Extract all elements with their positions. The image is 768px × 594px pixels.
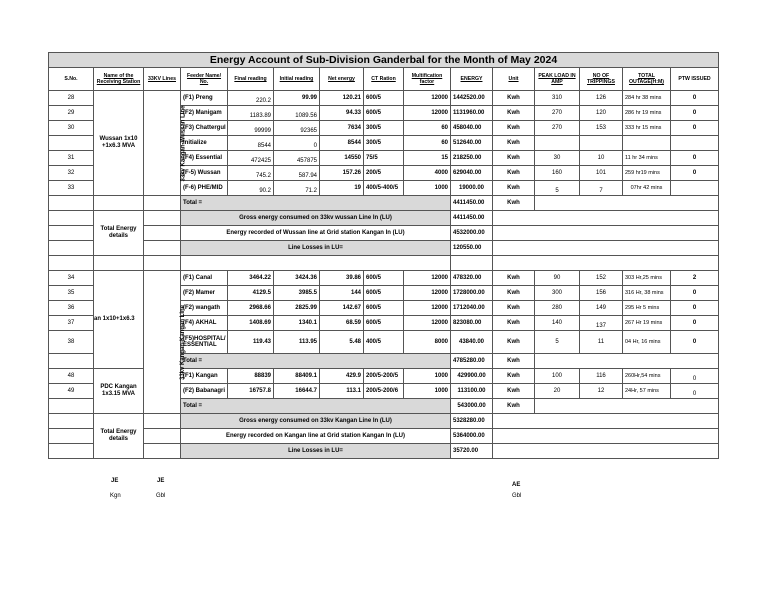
total-label: Total =: [181, 399, 451, 414]
total-unit: Kwh: [493, 354, 535, 369]
cell-initial: 88409.1: [274, 369, 320, 384]
cell-initial: 99.99: [274, 91, 320, 106]
cell-sno: 32: [49, 166, 94, 181]
cell-feeder: (F1) Canal: [181, 271, 228, 286]
cell-sno: 37: [49, 316, 94, 331]
total-unit: Kwh: [493, 399, 535, 414]
cell-outage: 267 Hr 19 mins: [623, 316, 671, 331]
cell-peak: 160: [535, 166, 580, 181]
cell-trip: 126: [580, 91, 623, 106]
cell-ptw: 0: [671, 106, 719, 121]
cell-sno: 49: [49, 384, 94, 399]
cell-mf: 1000: [404, 384, 451, 399]
cell-mf: 12000: [404, 286, 451, 301]
je-kgn-place: Kgn: [110, 493, 121, 499]
cell-unit: Kwh: [493, 301, 535, 316]
cell-outage: 259 hr19 mins: [623, 166, 671, 181]
total-unit: Kwh: [493, 196, 535, 211]
header-row: [49, 68, 719, 91]
losses-row: [49, 444, 719, 459]
cell-feeder: (F1) Preng: [181, 91, 228, 106]
cell-unit: Kwh: [493, 271, 535, 286]
cell-energy: 113100.00: [451, 384, 493, 399]
cell-initial: 1089.56: [274, 106, 320, 121]
cell-mf: 60: [404, 121, 451, 136]
cell-feeder: (F2) Mamer: [181, 286, 228, 301]
cell-energy: 823080.00: [451, 316, 493, 331]
cell-outage: 07hr 42 mins: [623, 181, 671, 196]
cell-final: 88839: [228, 369, 274, 384]
total-label: Total =: [181, 196, 451, 211]
cell-ct: 75/5: [364, 151, 404, 166]
cell-energy: 458040.00: [451, 121, 493, 136]
cell-net: 157.26: [320, 166, 364, 181]
header-station: Name of the Receiving Station: [94, 68, 144, 91]
header-lines: 33KV Lines: [144, 68, 181, 91]
cell-sno: 29: [49, 106, 94, 121]
total-row: [49, 196, 719, 211]
cell-mf: 12000: [404, 91, 451, 106]
cell-energy: 629040.00: [451, 166, 493, 181]
cell-mf: 12000: [404, 301, 451, 316]
cell-unit: Kwh: [493, 121, 535, 136]
cell-final: 99999: [228, 121, 274, 136]
cell-mf: 1000: [404, 369, 451, 384]
cell-ct: 200/5-200/5: [364, 369, 404, 384]
header-energy: ENERGY: [451, 68, 493, 91]
total-label: Total =: [181, 354, 451, 369]
cell-energy: 1131960.00: [451, 106, 493, 121]
cell-mf: 15: [404, 151, 451, 166]
cell-peak: 30: [535, 151, 580, 166]
cell-energy: 1712040.00: [451, 301, 493, 316]
gross-label: Gross energy consumed on 33kv Kangan Line In (LU): [181, 414, 451, 429]
line-name-label: 33kv Kangan-Wussan Line: [180, 105, 187, 181]
cell-net: 94.33: [320, 106, 364, 121]
cell-ptw: 0: [671, 369, 719, 384]
cell-trip: 116: [580, 369, 623, 384]
cell-net: 142.67: [320, 301, 364, 316]
cell-trip: 120: [580, 106, 623, 121]
cell-feeder: (F-5) Wussan: [181, 166, 228, 181]
recorded-row: [49, 226, 719, 241]
spacer-row: [49, 256, 719, 271]
cell-trip: 149: [580, 301, 623, 316]
cell-trip: 7: [580, 181, 623, 196]
cell-ptw: 0: [671, 151, 719, 166]
cell-sno: 48: [49, 369, 94, 384]
cell-net: 144: [320, 286, 364, 301]
line-name-kangan-kangan: [144, 271, 187, 414]
cell-peak: 90: [535, 271, 580, 286]
cell-ptw: 0: [671, 121, 719, 136]
gross-value: 5328280.00: [451, 414, 493, 429]
cell-mf: 1000: [404, 181, 451, 196]
cell-sno: 33: [49, 181, 94, 196]
total-energy-details-label: Total Energy details: [94, 414, 144, 459]
cell-initial: 3985.5: [274, 286, 320, 301]
cell-feeder: (F5)HOSPITAL/ ESSENTIAL: [181, 331, 228, 354]
cell-feeder: (F2) wangath: [181, 301, 228, 316]
cell-unit: Kwh: [493, 331, 535, 354]
cell-trip: [580, 136, 623, 151]
cell-initial: 92365: [274, 121, 320, 136]
cell-unit: Kwh: [493, 106, 535, 121]
cell-mf: 12000: [404, 316, 451, 331]
losses-row: [49, 241, 719, 256]
cell-initial: 457875: [274, 151, 320, 166]
cell-feeder: (F-6) PHE/MID: [181, 181, 228, 196]
cell-unit: Kwh: [493, 136, 535, 151]
je-gbl-place: Gbl: [156, 493, 166, 499]
cell-energy: 43840.00: [451, 331, 493, 354]
cell-initial: 71.2: [274, 181, 320, 196]
cell-feeder: (F2) Manigam: [181, 106, 228, 121]
cell-ct: 200/5: [364, 166, 404, 181]
cell-final: 16757.8: [228, 384, 274, 399]
energy-account-table: [48, 52, 719, 459]
cell-energy: 218250.00: [451, 151, 493, 166]
cell-final: 119.43: [228, 331, 274, 354]
cell-unit: Kwh: [493, 181, 535, 196]
sheet-title: Energy Account of Sub-Division Ganderbal for the Month of May 2024: [49, 53, 719, 68]
cell-sno: 30: [49, 121, 94, 136]
header-mf: Multification factor: [404, 68, 451, 91]
cell-outage: 303 Hr,25 mins: [623, 271, 671, 286]
cell-outage: 284 hr 38 mins: [623, 91, 671, 106]
cell-sno: 34: [49, 271, 94, 286]
cell-initial: 1340.1: [274, 316, 320, 331]
gross-value: 4411450.00: [451, 211, 493, 226]
header-trip: NO OF TRIPPINGS: [580, 68, 623, 91]
cell-feeder: Initialize: [181, 136, 228, 151]
cell-net: 120.21: [320, 91, 364, 106]
header-final: Final reading: [228, 68, 274, 91]
cell-ptw: [671, 136, 719, 151]
cell-net: 7634: [320, 121, 364, 136]
cell-trip: 153: [580, 121, 623, 136]
cell-final: 472425: [228, 151, 274, 166]
cell-peak: 280: [535, 301, 580, 316]
ae-gbl-title: AE: [512, 482, 521, 488]
cell-ct: 600/5: [364, 316, 404, 331]
cell-feeder: (F4) Essential: [181, 151, 228, 166]
gross-label: Gross energy consumed on 33kv wussan Line In (LU): [181, 211, 451, 226]
cell-initial: 113.95: [274, 331, 320, 354]
recorded-value: 5364000.00: [451, 429, 493, 444]
cell-mf: 12000: [404, 271, 451, 286]
cell-feeder: (F4) AKHAL: [181, 316, 228, 331]
cell-peak: 100: [535, 369, 580, 384]
cell-unit: Kwh: [493, 151, 535, 166]
recorded-label: Energy recorded of Wussan line at Grid station Kangan In (LU): [181, 226, 451, 241]
cell-ct: 600/5: [364, 301, 404, 316]
station-name-wussan: Wussan 1x10 +1x6.3 MVA: [94, 91, 144, 196]
cell-trip: 101: [580, 166, 623, 181]
cell-outage: 11 hr 34 mins: [623, 151, 671, 166]
cell-initial: 587.94: [274, 166, 320, 181]
cell-ptw: 0: [671, 286, 719, 301]
cell-sno: 35: [49, 286, 94, 301]
cell-sno: 28: [49, 91, 94, 106]
cell-ptw: 0: [671, 301, 719, 316]
cell-final: 745.2: [228, 166, 274, 181]
cell-peak: 140: [535, 316, 580, 331]
cell-net: 5.48: [320, 331, 364, 354]
cell-trip: 137: [580, 316, 623, 331]
cell-trip: 12: [580, 384, 623, 399]
cell-ct: 200/5-200/6: [364, 384, 404, 399]
station-name-kangan: an 1x10+1x6.3: [94, 271, 144, 369]
cell-outage: [623, 136, 671, 151]
cell-unit: Kwh: [493, 369, 535, 384]
cell-final: 1408.69: [228, 316, 274, 331]
cell-outage: 286 hr 19 mins: [623, 106, 671, 121]
title-row: [49, 53, 719, 68]
cell-outage: 260Hr,54 mins: [623, 369, 671, 384]
header-sno: S.No.: [49, 68, 94, 91]
recorded-row: [49, 429, 719, 444]
energy-account-sheet: [48, 52, 718, 459]
cell-ptw: 0: [671, 316, 719, 331]
cell-ct: 600/5: [364, 286, 404, 301]
cell-final: 90.2: [228, 181, 274, 196]
cell-mf: 8000: [404, 331, 451, 354]
header-net: Net energy: [320, 68, 364, 91]
cell-trip: 11: [580, 331, 623, 354]
cell-trip: 10: [580, 151, 623, 166]
cell-outage: 295 Hr 5 mins: [623, 301, 671, 316]
cell-outage: 316 Hr, 38 mins: [623, 286, 671, 301]
cell-final: 2968.66: [228, 301, 274, 316]
cell-feeder: (F3) Chattergul: [181, 121, 228, 136]
station-name-pdc-kangan: PDC Kangan 1x3.15 MVA: [94, 369, 144, 414]
cell-final: 1183.89: [228, 106, 274, 121]
cell-ptw: 2: [671, 271, 719, 286]
cell-initial: 16644.7: [274, 384, 320, 399]
cell-trip: 156: [580, 286, 623, 301]
cell-ptw: 0: [671, 331, 719, 354]
cell-ct: 400/5-400/5: [364, 181, 404, 196]
cell-outage: 24Hr, 57 mins: [623, 384, 671, 399]
cell-mf: 60: [404, 136, 451, 151]
cell-peak: 5: [535, 181, 580, 196]
cell-ptw: 0: [671, 384, 719, 399]
cell-mf: 12000: [404, 106, 451, 121]
header-outage: TOTAL OUTAGE(H:M): [623, 68, 671, 91]
cell-net: 429.9: [320, 369, 364, 384]
gross-row: [49, 211, 719, 226]
cell-final: 8544: [228, 136, 274, 151]
cell-unit: Kwh: [493, 286, 535, 301]
cell-ct: 300/5: [364, 136, 404, 151]
header-initial: Initial reading: [274, 68, 320, 91]
total-energy-details-label: Total Energy details: [94, 211, 144, 256]
cell-outage: 04 Hr, 16 mins: [623, 331, 671, 354]
header-unit: Unit: [493, 68, 535, 91]
cell-net: 68.59: [320, 316, 364, 331]
header-peak: PEAK LOAD IN AMP: [535, 68, 580, 91]
cell-net: 14550: [320, 151, 364, 166]
cell-net: 8544: [320, 136, 364, 151]
gross-row: [49, 414, 719, 429]
cell-energy: 512640.00: [451, 136, 493, 151]
cell-feeder: (F2) Babanagri: [181, 384, 228, 399]
header-feeder: Feeder Name/ No.: [181, 68, 228, 91]
cell-unit: Kwh: [493, 91, 535, 106]
cell-ct: 300/5: [364, 121, 404, 136]
cell-ct: 400/5: [364, 331, 404, 354]
line-name-kangan-wussan: [144, 91, 187, 196]
cell-initial: 0: [274, 136, 320, 151]
cell-peak: 20: [535, 384, 580, 399]
cell-energy: 478320.00: [451, 271, 493, 286]
cell-trip: 152: [580, 271, 623, 286]
cell-final: 3464.22: [228, 271, 274, 286]
recorded-label: Energy recorded on Kangan line at Grid station Kangan In (LU): [181, 429, 451, 444]
cell-energy: 19000.00: [451, 181, 493, 196]
cell-mf: 4000: [404, 166, 451, 181]
cell-sno: 36: [49, 301, 94, 316]
cell-energy: 429900.00: [451, 369, 493, 384]
losses-value: 120550.00: [451, 241, 493, 256]
cell-peak: 270: [535, 121, 580, 136]
cell-ptw: 0: [671, 91, 719, 106]
cell-unit: Kwh: [493, 384, 535, 399]
cell-peak: [535, 136, 580, 151]
table-row: [49, 91, 719, 106]
cell-energy: 1728000.00: [451, 286, 493, 301]
cell-feeder: (F1) Kangan: [181, 369, 228, 384]
cell-peak: 300: [535, 286, 580, 301]
cell-sno: [49, 136, 94, 151]
cell-final: 4129.5: [228, 286, 274, 301]
cell-sno: 38: [49, 331, 94, 354]
header-ptw: PTW ISSUED: [671, 68, 719, 91]
losses-value: 35720.00: [451, 444, 493, 459]
cell-ptw: [671, 181, 719, 196]
je-kgn-title: JE: [111, 478, 119, 484]
recorded-value: 4532000.00: [451, 226, 493, 241]
cell-energy: 1442520.00: [451, 91, 493, 106]
losses-label: Line Losses in LU=: [181, 444, 451, 459]
cell-peak: 5: [535, 331, 580, 354]
total-energy: 543000.00: [451, 399, 493, 414]
cell-sno: 31: [49, 151, 94, 166]
cell-peak: 310: [535, 91, 580, 106]
total-energy: 4411450.00: [451, 196, 493, 211]
losses-label: Line Losses in LU=: [181, 241, 451, 256]
cell-initial: 2825.99: [274, 301, 320, 316]
line-name-label: 33kv Kangan-Kangan Line: [180, 304, 187, 380]
cell-initial: 3424.36: [274, 271, 320, 286]
cell-unit: Kwh: [493, 316, 535, 331]
je-gbl-title: JE: [157, 478, 165, 484]
cell-final: 220.2: [228, 91, 274, 106]
cell-ct: 600/5: [364, 106, 404, 121]
cell-net: 19: [320, 181, 364, 196]
cell-unit: Kwh: [493, 166, 535, 181]
cell-peak: 270: [535, 106, 580, 121]
total-energy: 4785280.00: [451, 354, 493, 369]
cell-ptw: 0: [671, 166, 719, 181]
cell-ct: 600/5: [364, 91, 404, 106]
table-row: [49, 271, 719, 286]
cell-net: 113.1: [320, 384, 364, 399]
ae-gbl-place: Gbl: [512, 493, 522, 499]
cell-ct: 600/5: [364, 271, 404, 286]
header-ct: CT Ration: [364, 68, 404, 91]
cell-outage: 333 hr 15 mins: [623, 121, 671, 136]
cell-net: 39.86: [320, 271, 364, 286]
